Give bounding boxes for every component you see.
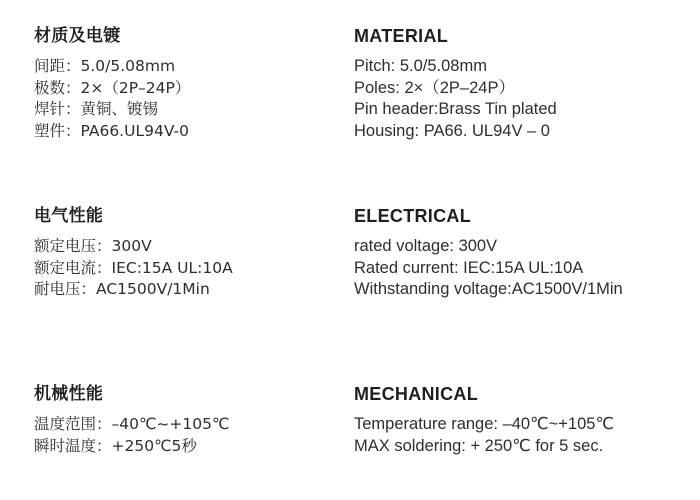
en-material-lines [354, 56, 694, 142]
en-electrical-heading: ELECTRICAL [354, 206, 471, 226]
en-mechanical-heading: MECHANICAL [354, 384, 478, 404]
en-material-heading: MATERIAL [354, 26, 449, 46]
en-mechanical-section [354, 384, 694, 457]
zh-rated-current-line: 额定电流：IEC:15A UL:10A [34, 258, 233, 277]
en-rated-voltage-line: rated voltage: 300V [354, 237, 498, 255]
en-electrical-section [354, 206, 694, 301]
zh-housing-line: 塑件：PA66.UL94V-0 [34, 121, 189, 140]
zh-rated-voltage-line: 额定电压：300V [34, 237, 152, 255]
en-poles-line: Poles: 2×（2P–24P） [354, 78, 515, 97]
en-electrical-lines [354, 236, 694, 301]
en-material-section [354, 26, 694, 142]
zh-electrical-lines [34, 236, 334, 301]
zh-material-section [34, 26, 334, 142]
en-pin-header-line: Pin header:Brass Tin plated [354, 100, 557, 118]
en-rated-current-line: Rated current: IEC:15A UL:10A [354, 258, 584, 277]
en-housing-line: Housing: PA66. UL94V – 0 [354, 121, 550, 140]
zh-poles-line: 极数：2×（2P–24P） [34, 78, 191, 97]
english-column [354, 0, 694, 500]
zh-pin-line: 焊针：黄铜、镀锡 [34, 100, 159, 118]
en-mechanical-lines [354, 414, 694, 457]
zh-material-heading: 材质及电镀 [34, 26, 121, 46]
zh-mechanical-heading: 机械性能 [34, 384, 104, 404]
en-pitch-line: Pitch: 5.0/5.08mm [354, 57, 487, 75]
zh-electrical-heading: 电气性能 [34, 206, 104, 226]
zh-mechanical-lines [34, 414, 334, 457]
zh-withstanding-voltage-line: 耐电压：AC1500V/1Min [34, 280, 210, 298]
zh-electrical-section [34, 206, 334, 301]
zh-soldering-line: 瞬时温度：+250℃5秒 [34, 436, 197, 455]
zh-temperature-range-line: 温度范围：–40℃~+105℃ [34, 415, 230, 433]
en-temperature-range-line: Temperature range: –40℃~+105℃ [354, 415, 614, 433]
chinese-column [34, 0, 334, 500]
en-withstanding-voltage-line: Withstanding voltage:AC1500V/1Min [354, 280, 623, 298]
zh-material-lines [34, 56, 334, 142]
zh-pitch-line: 间距：5.0/5.08mm [34, 57, 176, 75]
zh-mechanical-section [34, 384, 334, 457]
en-max-soldering-line: MAX soldering: + 250℃ for 5 sec. [354, 436, 604, 455]
